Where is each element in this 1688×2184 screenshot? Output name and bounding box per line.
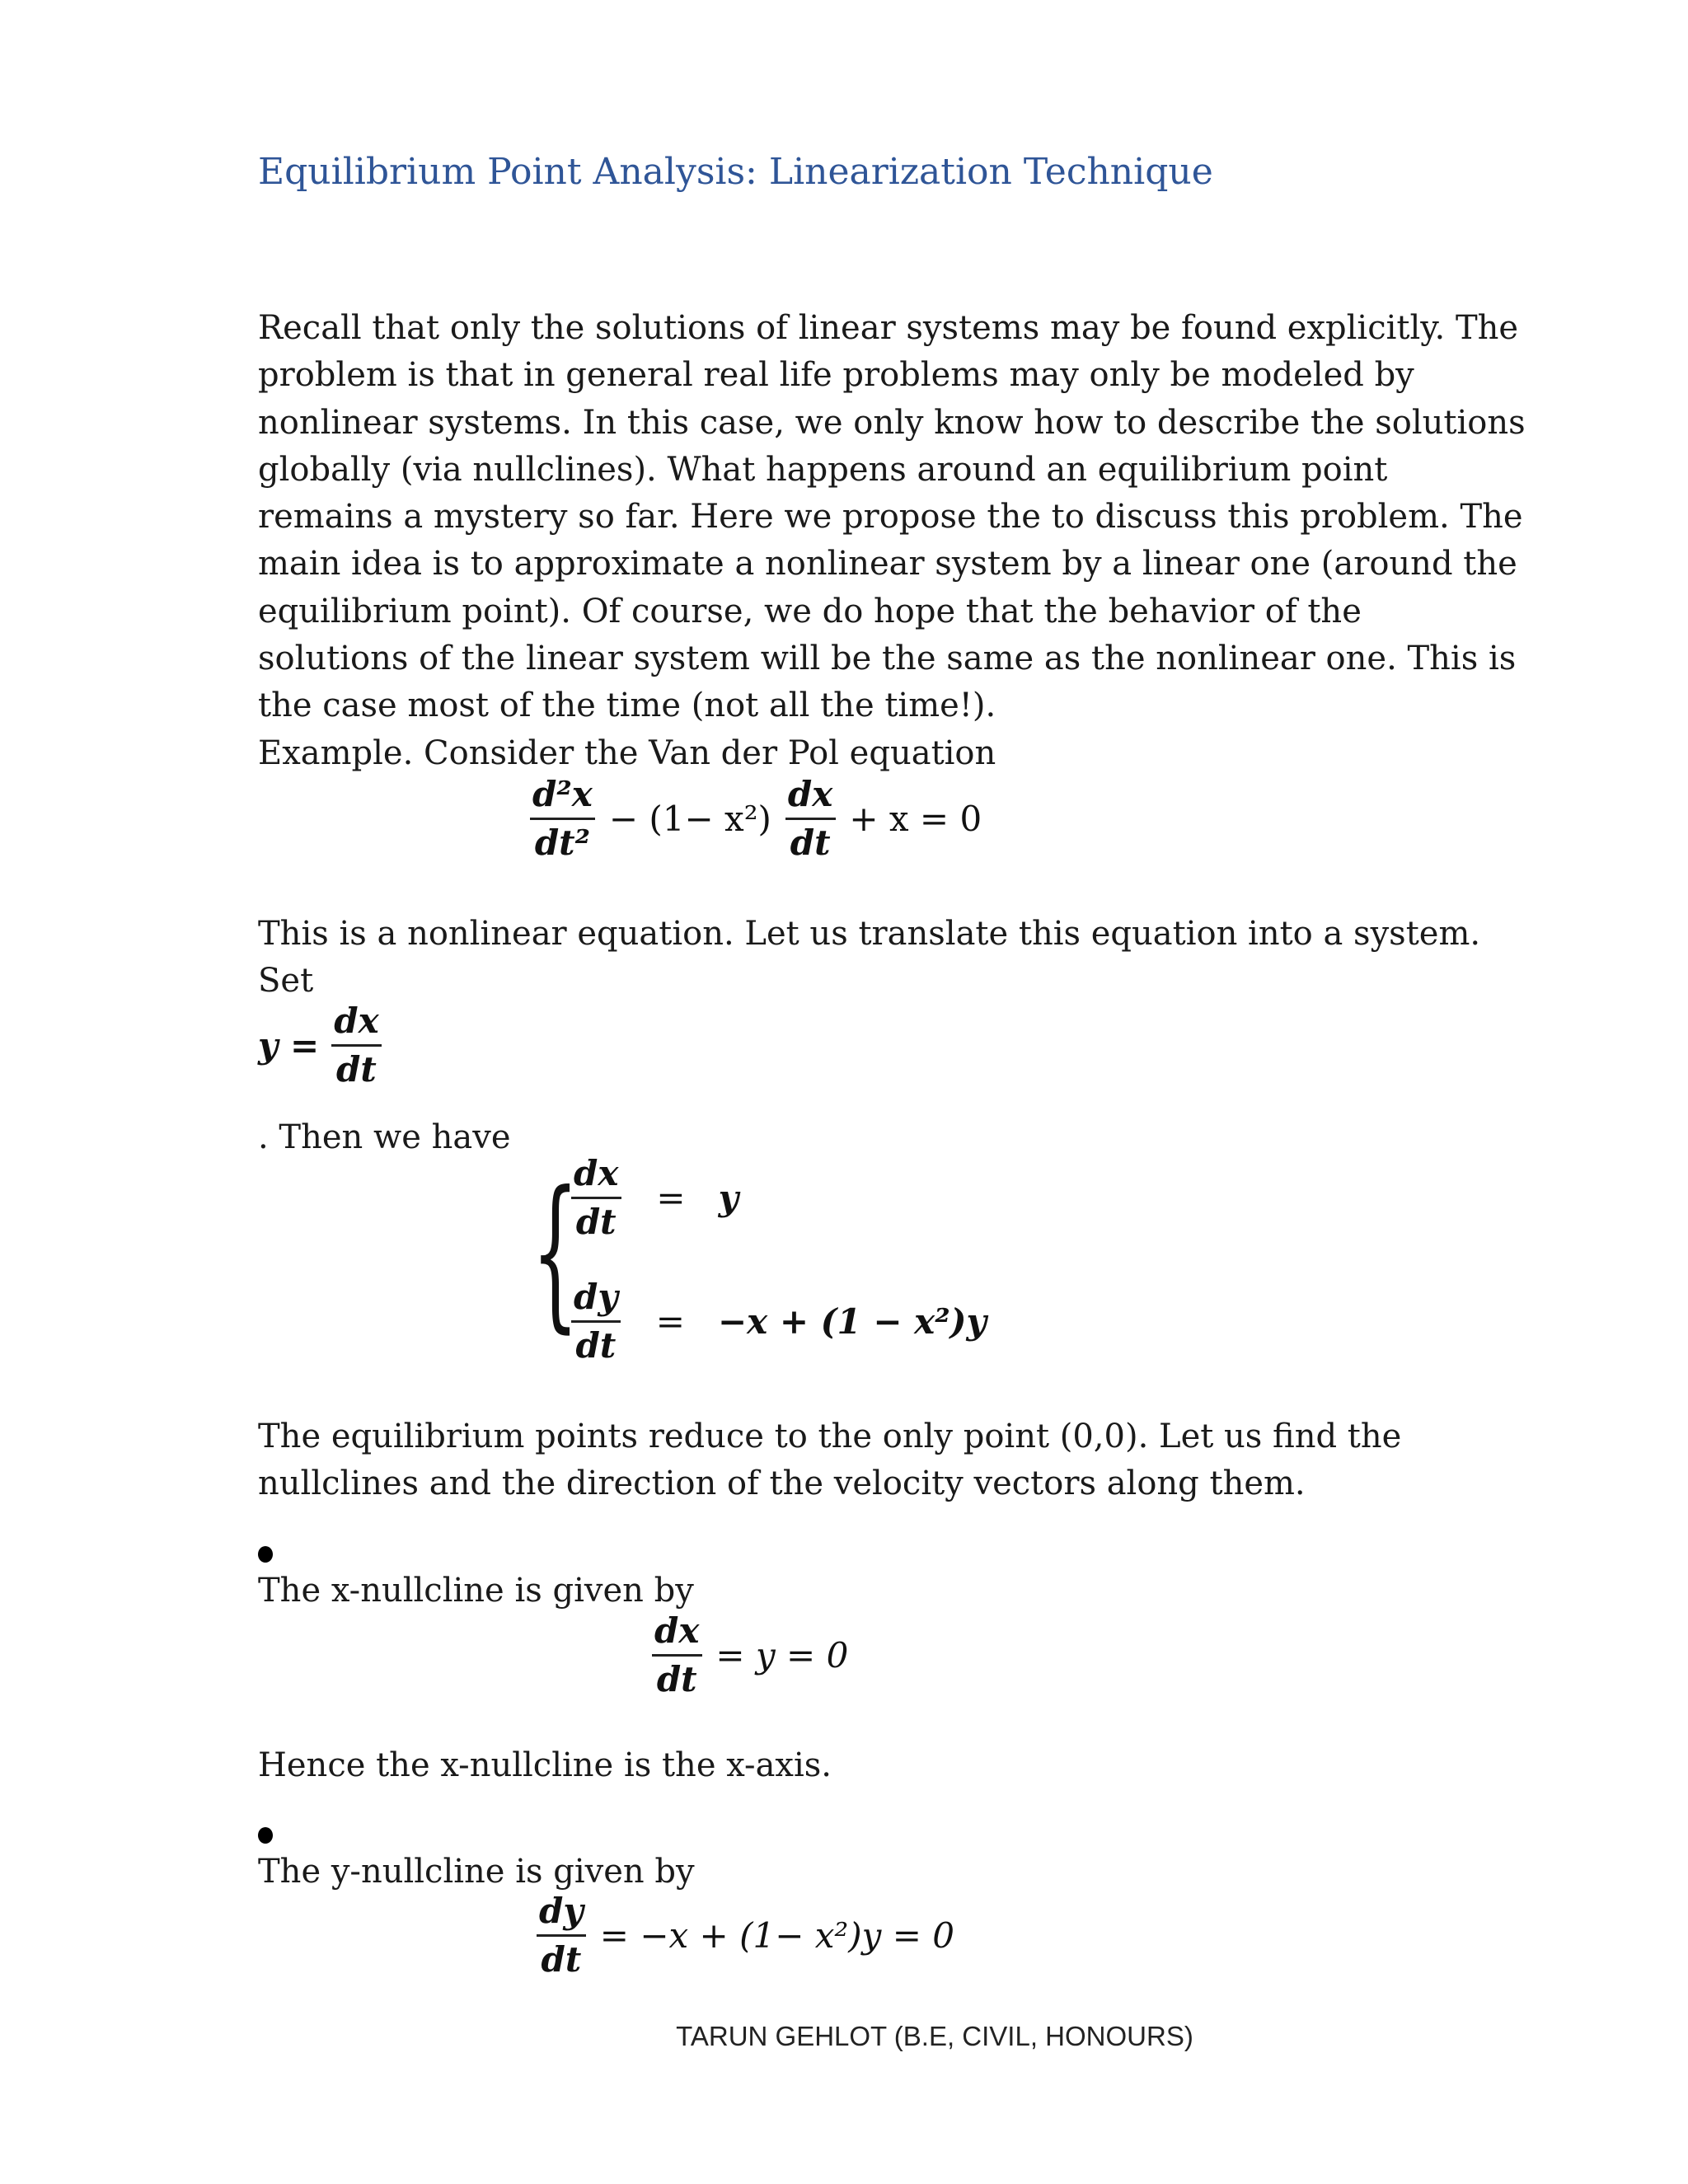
- text-line: This is a nonlinear equation. Let us translate this equation into a system.: [258, 915, 1481, 953]
- y-nullcline-text: The y-nullcline is given by: [258, 1853, 695, 1891]
- intro-paragraph: [258, 305, 1526, 777]
- left-brace: {: [531, 1156, 579, 1348]
- text-line: Recall that only the solutions of linear systems may be found explicitly. The: [258, 309, 1519, 347]
- second-derivative-fraction: $\frac{\text{d²x}}{\text{dt²}}$: [528, 775, 598, 863]
- van-der-pol-equation: [528, 775, 993, 863]
- page-title: Equilibrium Point Analysis: Linearization Technique: [258, 151, 1213, 193]
- text-line: the case most of the time (not all the time!).: [258, 687, 996, 725]
- text-line: nonlinear systems. In this case, we only know how to describe the solutions: [258, 403, 1526, 442]
- text-line: equilibrium point). Of course, we do hope that the behavior of the: [258, 592, 1362, 630]
- x-nullcline-text: The x-nullcline is given by: [258, 1572, 694, 1610]
- bullet-icon: [258, 1827, 273, 1844]
- equation-system: [528, 1154, 989, 1376]
- y-nullcline-equation: $\frac{dy}{dt}$ = −x + (1− x²)y = 0: [534, 1891, 966, 1980]
- bullet-icon: [258, 1546, 273, 1563]
- translation-paragraph: [258, 911, 1481, 1005]
- x-nullcline-equation: $\frac{dx}{dt}$ = y = 0: [649, 1611, 860, 1699]
- y-definition-equation: [258, 1001, 384, 1090]
- text-line: The equilibrium points reduce to the only point (0,0). Let us find the: [258, 1418, 1402, 1455]
- text-line: main idea is to approximate a nonlinear system by a linear one (around the: [258, 545, 1517, 583]
- text-line: remains a mystery so far. Here we propose the to discuss this problem. The: [258, 498, 1523, 537]
- text-line: Set: [258, 962, 314, 1001]
- derivative-fraction: $\frac{dx}{dt}$: [329, 1001, 383, 1090]
- system-row-2: $\frac{dy}{dt}$ = −x + (1 − x²)y: [569, 1277, 987, 1366]
- text-line: Example. Consider the Van der Pol equation: [258, 733, 996, 772]
- footer-author: TARUN GEHLOT (B.E, CIVIL, HONOURS): [676, 2021, 1193, 2051]
- equation-term: y =: [258, 1025, 320, 1066]
- text-line: globally (via nullclines). What happens around an equilibrium point: [258, 450, 1388, 489]
- equation-term: − (1− x²): [608, 799, 771, 839]
- text-line: nullclines and the direction of the velocity vectors along them.: [258, 1465, 1306, 1503]
- first-derivative-fraction: $\frac{dx}{dt}$: [783, 775, 837, 863]
- then-text: . Then we have: [258, 1118, 511, 1156]
- text-line: problem is that in general real life problems may only be modeled by: [258, 356, 1414, 395]
- equation-term: + x = 0: [849, 799, 982, 839]
- text-line: solutions of the linear system will be the same as the nonlinear one. This is: [258, 640, 1517, 678]
- x-nullcline-conclusion: Hence the x-nullcline is the x-axis.: [258, 1746, 832, 1784]
- equilibrium-paragraph: [258, 1413, 1453, 1508]
- system-row-1: $\frac{dx}{dt}$ = y: [569, 1154, 738, 1242]
